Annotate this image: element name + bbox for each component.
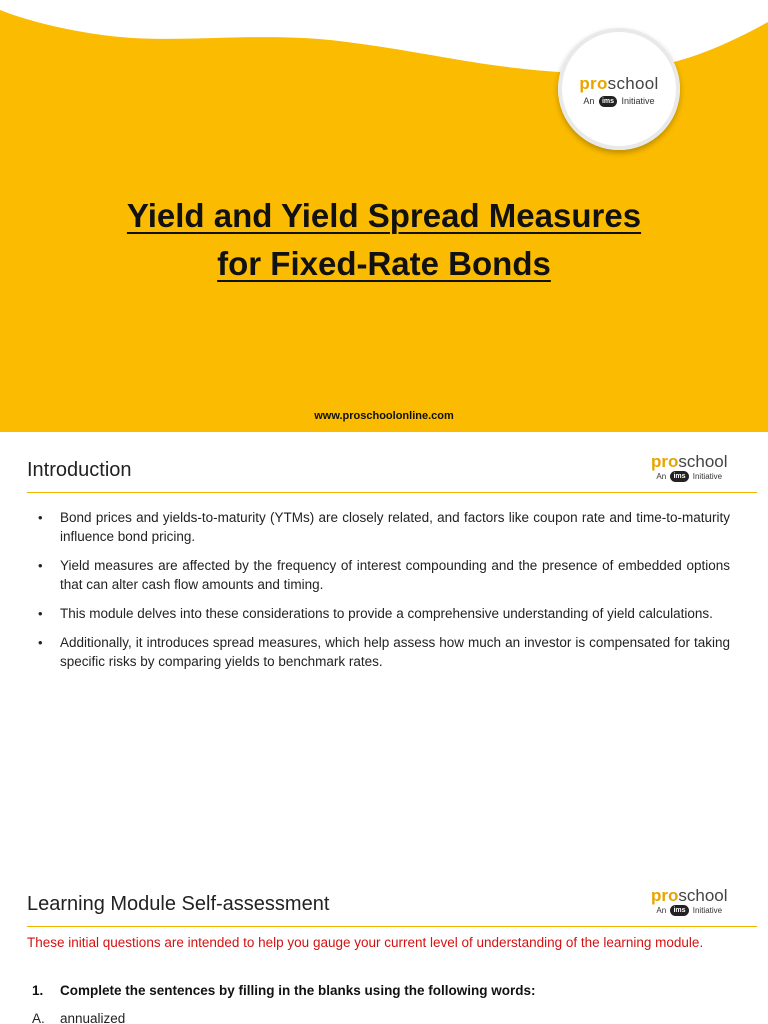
introduction-heading: Introduction [27, 459, 132, 481]
question-1 [32, 983, 536, 998]
bullet-item: • Bond prices and yields-to-maturity (YTMs) are closely related, and factors like coupon rate and time-to-maturity influence bond pricing. [38, 508, 730, 546]
logo-tagline: An ims Initiative [656, 906, 723, 915]
title-line-2: for Fixed-Rate Bonds [217, 245, 551, 282]
logo-brand: proschool [651, 886, 728, 905]
option-letter: A. [32, 1011, 45, 1024]
logo-tagline: An ims Initiative [656, 472, 723, 481]
website-link[interactable]: www.proschoolonline.com [314, 410, 454, 422]
introduction-bullet-list [38, 508, 730, 681]
proschool-logo-small [651, 887, 728, 917]
option-text: annualized [60, 1011, 126, 1024]
assessment-note: These initial questions are intended to help you gauge your current level of understanding of the learning module. [27, 935, 704, 950]
question-number: 1. [32, 983, 44, 998]
answer-option [32, 1011, 125, 1024]
logo-tagline: An ims Initiative [583, 96, 655, 106]
section-divider [27, 492, 757, 493]
bullet-item: • Additionally, it introduces spread measures, which help assess how much an investor is compensated for taking specific risks by comparing yields to benchmark rates. [38, 633, 730, 671]
bullet-item: • This module delves into these considerations to provide a comprehensive understanding of yield calculations. [38, 604, 730, 623]
proschool-logo [558, 28, 680, 150]
document-title [0, 192, 768, 288]
title-line-1: Yield and Yield Spread Measures [126, 197, 642, 234]
bullet-item: • Yield measures are affected by the frequency of interest compounding and the presence of embedded options that can alter cash flow amounts and timing. [38, 556, 730, 594]
logo-brand: proschool [651, 452, 728, 471]
logo-brand: proschool [579, 74, 659, 93]
proschool-logo-small [651, 453, 728, 483]
self-assessment-heading: Learning Module Self-assessment [27, 893, 330, 915]
section-divider [27, 926, 757, 927]
title-slide [0, 0, 768, 432]
question-text: Complete the sentences by filling in the blanks using the following words: [60, 983, 536, 998]
